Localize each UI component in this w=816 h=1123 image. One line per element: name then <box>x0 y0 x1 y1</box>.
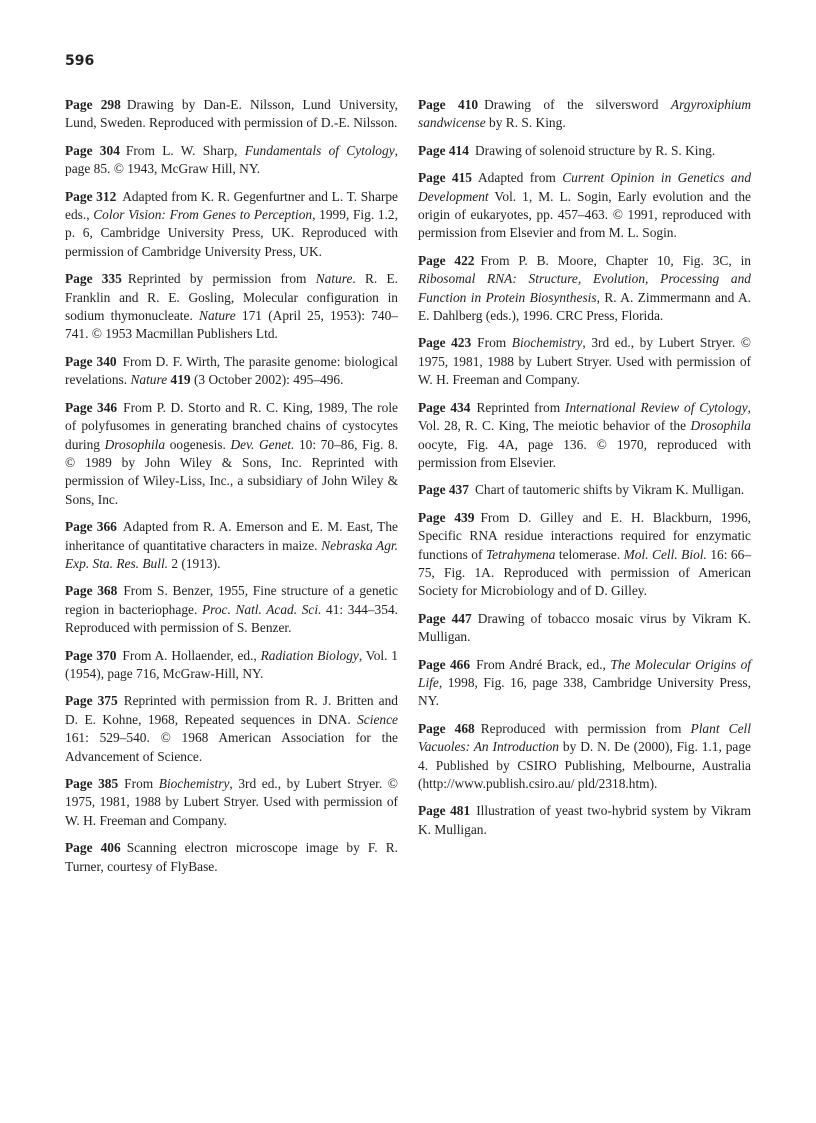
credit-text: Illustration of yeast two-hybrid system by Vikram K. Mulligan. <box>418 803 752 837</box>
credit-entry <box>65 142 398 179</box>
credit-entry <box>65 647 398 684</box>
credit-page-label: Page 468 <box>418 720 475 736</box>
credit-page-label: Page 370 <box>65 647 117 663</box>
credits-left-column <box>65 96 398 885</box>
credit-page-label: Page 335 <box>65 271 122 287</box>
credit-page-label: Page 346 <box>65 399 118 415</box>
credit-page-label: Page 447 <box>418 610 472 626</box>
credit-text: From D. Gilley and E. H. Blackburn, 1996, Specific RNA residue interactions required for enzymatic functions of Tetrahymena telomerase. Mol. Cell. Biol. 16: 66–75, Fig. 1A. Reproduced with permission of American Society for Microbiology and of D. Gilley. <box>418 509 751 599</box>
credit-entry <box>65 518 398 573</box>
credit-text: Adapted from K. R. Gegenfurtner and L. T. Sharpe eds., Color Vision: From Genes to Perception, 1999, Fig. 1.2, p. 6, Cambridge University Press, UK. Reproduced with permission of Cambridge University Press, UK. <box>65 188 398 259</box>
credit-entry <box>418 802 751 839</box>
credit-page-label: Page 439 <box>418 509 475 525</box>
credit-entry <box>418 399 751 473</box>
credit-entry <box>65 353 398 390</box>
credit-page-label: Page 406 <box>65 840 121 856</box>
credit-text: Adapted from Current Opinion in Genetics and Development Vol. 1, M. L. Sogin, Early evolution and the origin of eukaryotes, pp. 457–463. © 1991, reproduced with permission from Elsevier and from M. L. Sogin. <box>418 170 752 241</box>
credit-page-label: Page 366 <box>65 519 117 535</box>
credit-text: From D. F. Wirth, The parasite genome: biological revelations. Nature 419 (3 October 2002): 495–496. <box>65 353 398 388</box>
credit-text: From A. Hollaender, ed., Radiation Biology, Vol. 1 (1954), page 716, McGraw-Hill, NY. <box>65 647 398 681</box>
credit-entry <box>418 720 751 794</box>
credit-text: Scanning electron microscope image by F. R. Turner, courtesy of FlyBase. <box>65 840 398 874</box>
credit-text: Drawing of the silversword Argyroxiphium sandwicense by R. S. King. <box>418 97 751 131</box>
credit-text: From S. Benzer, 1955, Fine structure of a genetic region in bacteriophage. Proc. Natl. Acad. Sci. 41: 344–354. Reproduced with permission of S. Benzer. <box>65 583 398 636</box>
page-number: 596 <box>65 53 95 69</box>
credit-entry <box>418 252 751 326</box>
credit-page-label: Page 368 <box>65 583 118 599</box>
credit-text: From P. B. Moore, Chapter 10, Fig. 3C, in Ribosomal RNA: Structure, Evolution, Processing and Function in Protein Biosynthesis, R. A. Zimmermann and A. E. Dahlberg (eds.), 1996. CRC Press, Florida. <box>418 252 752 324</box>
credit-page-label: Page 410 <box>418 97 479 112</box>
credit-text: From L. W. Sharp, Fundamentals of Cytology, page 85. © 1943, McGraw Hill, NY. <box>65 142 398 177</box>
credit-page-label: Page 304 <box>65 142 120 158</box>
credit-text: From Biochemistry, 3rd ed., by Lubert Stryer. © 1975, 1981, 1988 by Lubert Stryer. Used with permission of W. H. Freeman and Company. <box>65 776 398 828</box>
credit-page-label: Page 422 <box>418 252 475 268</box>
credit-entry <box>65 582 398 637</box>
credit-page-label: Page 340 <box>65 353 117 369</box>
credit-entry <box>65 188 398 262</box>
credit-text: From André Brack, ed., The Molecular Origins of Life, 1998, Fig. 16, page 338, Cambridge University Press, NY. <box>418 656 751 709</box>
credit-entry <box>65 270 398 344</box>
credit-text: Reprinted from International Review of Cytology, Vol. 28, R. C. King, The meiotic behavior of the Drosophila oocyte, Fig. 4A, page 136. © 1970, reproduced with permission from Elsevier. <box>418 399 751 470</box>
credit-page-label: Page 437 <box>418 482 469 498</box>
credit-text: Reproduced with permission from Plant Cell Vacuoles: An Introduction by D. N. De (2000), Fig. 1.1, page 4. Published by CSIRO Publishing, Melbourne, Australia (http://www.publish.csiro.au/ pld/2318.htm). <box>418 720 751 791</box>
credit-page-label: Page 385 <box>65 776 119 791</box>
credit-entry <box>418 481 751 499</box>
credit-page-label: Page 466 <box>418 656 471 672</box>
credit-entry <box>418 334 751 389</box>
credit-page-label: Page 434 <box>418 399 471 415</box>
credits-right-column <box>418 96 751 848</box>
credit-page-label: Page 415 <box>418 170 473 186</box>
credit-entry <box>65 692 398 766</box>
credit-entry <box>418 509 751 601</box>
credit-page-label: Page 375 <box>65 693 118 709</box>
credit-text: Adapted from R. A. Emerson and E. M. East, The inheritance of quantitative characters in maize. Nebraska Agr. Exp. Sta. Res. Bull. 2 (1913). <box>65 519 398 571</box>
credit-entry <box>418 142 751 160</box>
credit-text: From P. D. Storto and R. C. King, 1989, The role of polyfusomes in generating branched chains of cystocytes during Drosophila oogenesis. Dev. Genet. 10: 70–86, Fig. 8. © 1989 by John Wiley & Sons, Inc. Reprinted with permission of Wiley-Liss, Inc., a subsidiary of John Wiley & Sons, Inc. <box>65 399 398 507</box>
credit-entry <box>418 610 751 647</box>
credit-text: Drawing of solenoid structure by R. S. King. <box>474 142 716 158</box>
credit-entry <box>65 399 398 509</box>
credit-text: From Biochemistry, 3rd ed., by Lubert Stryer. © 1975, 1981, 1988 by Lubert Stryer. Used with permission of W. H. Freeman and Company. <box>418 335 751 388</box>
credit-entry <box>418 96 751 133</box>
credit-page-label: Page 414 <box>418 142 469 158</box>
credit-text: Reprinted with permission from R. J. Britten and D. E. Kohne, 1968, Repeated sequences in DNA. Science 161: 529–540. © 1968 American Association for the Advancement of Science. <box>65 693 399 764</box>
credit-page-label: Page 481 <box>418 803 471 819</box>
credit-text: Reprinted by permission from Nature. R. E. Franklin and R. E. Gosling, Molecular configuration in sodium thymonucleate. Nature 171 (April 25, 1953): 740–741. © 1953 Macmillan Publishers Ltd. <box>65 271 399 342</box>
credit-entry <box>418 169 751 243</box>
credit-text: Drawing by Dan-E. Nilsson, Lund University, Lund, Sweden. Reproduced with permission of D.-E. Nilsson. <box>65 97 399 131</box>
credit-page-label: Page 423 <box>418 335 472 351</box>
credit-entry <box>65 775 398 830</box>
credit-page-label: Page 298 <box>65 97 121 112</box>
credit-entry <box>65 96 398 133</box>
credit-text: Drawing of tobacco mosaic virus by Vikram K. Mulligan. <box>418 610 751 645</box>
credit-text: Chart of tautomeric shifts by Vikram K. Mulligan. <box>474 482 745 498</box>
credit-entry <box>418 656 751 711</box>
credit-entry <box>65 839 398 876</box>
credit-page-label: Page 312 <box>65 188 117 204</box>
